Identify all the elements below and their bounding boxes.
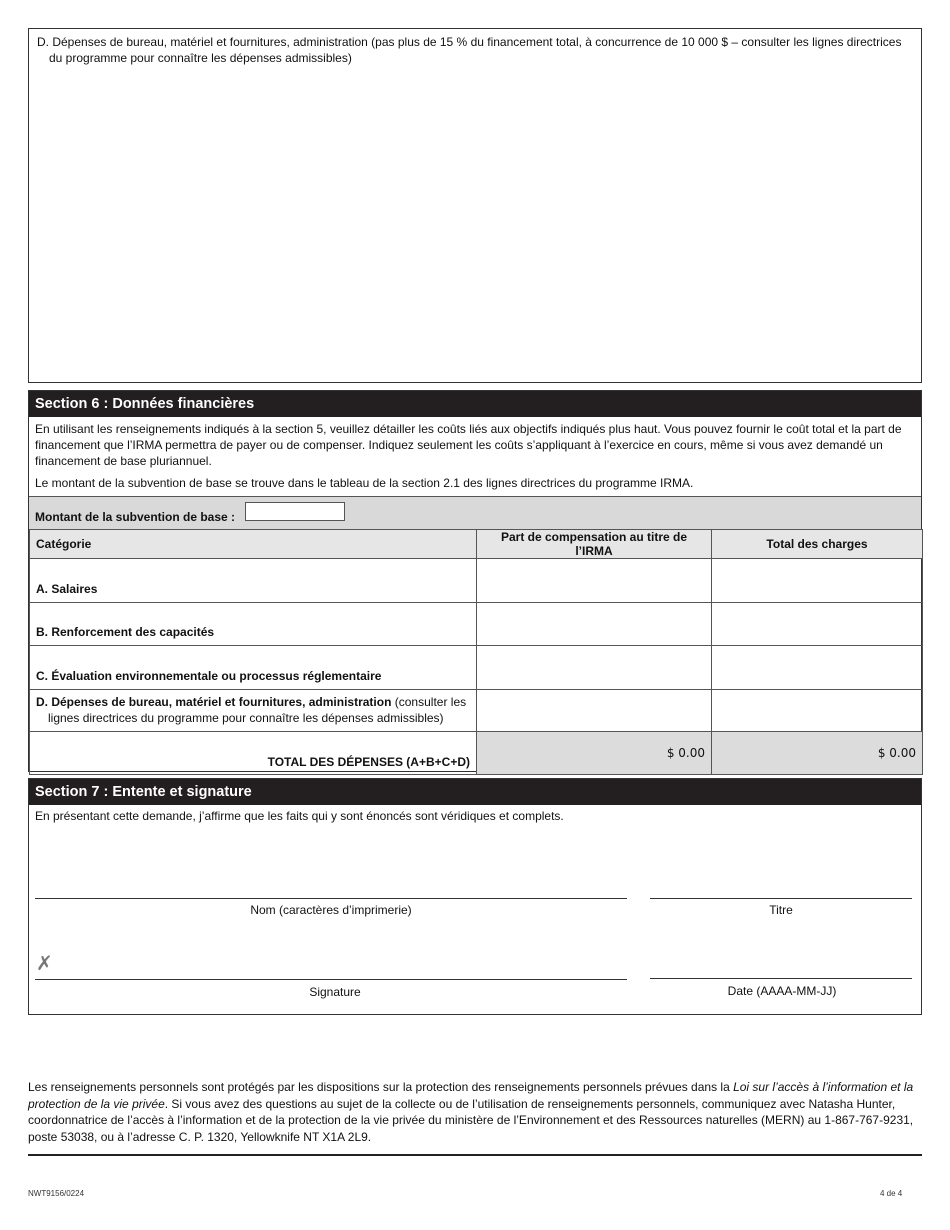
irma-salaries-input[interactable]: [477, 559, 712, 603]
privacy-law-title: Loi sur l’accès à l’information et la protection de la vie privée: [28, 1080, 914, 1111]
name-line[interactable]: [35, 898, 627, 899]
footer-divider: [28, 1154, 922, 1156]
section-6-title: Section 6 : Données financières: [29, 391, 921, 417]
table-header-row: [30, 530, 923, 559]
total-row: [30, 732, 923, 775]
row-label-capacity: B. Renforcement des capacités: [30, 603, 477, 646]
section-6-note: Le montant de la subvention de base se trouve dans le tableau de la section 2.1 des lignes directrices du programme IRMA.: [35, 476, 694, 490]
financial-table: [29, 529, 923, 775]
column-header-category: Catégorie: [30, 530, 477, 559]
signature-x-icon: ✗: [36, 951, 53, 975]
section-7-title: Section 7 : Entente et signature: [29, 779, 921, 805]
total-irma-value: $ 0.00: [477, 732, 712, 775]
column-header-irma: Part de compensation au titre de l’IRMA: [477, 530, 712, 559]
base-grant-input[interactable]: [245, 502, 345, 521]
section-d-label: D. Dépenses de bureau, matériel et fournitures, administration (pas plus de 15 % du financement total, à concurrence de 10 000 $ – consulter les lignes directrices du programme pour connaître les dépenses admissibles): [37, 35, 902, 65]
signature-line[interactable]: [35, 979, 627, 980]
row-label-office: [30, 690, 477, 732]
row-label-office-bold: D. Dépenses de bureau, matériel et fournitures, administration: [36, 695, 392, 709]
section-7-agreement: [28, 778, 922, 1015]
date-caption: Date (AAAA-MM-JJ): [727, 984, 837, 998]
total-office-input[interactable]: [712, 690, 923, 732]
form-number: NWT9156/0224: [28, 1189, 85, 1198]
section-d-expenses-box[interactable]: [28, 28, 922, 383]
privacy-notice: [28, 1079, 922, 1145]
total-environmental-input[interactable]: [712, 646, 923, 690]
table-row: [30, 690, 923, 732]
title-caption: Titre: [769, 903, 793, 917]
section-7-statement: En présentant cette demande, j’affirme que les faits qui y sont énoncés sont véridiques et complets.: [35, 809, 564, 823]
privacy-text-2: . Si vous avez des questions au sujet de la collecte ou de l’utilisation de renseignements personnels, communiquez avec Natasha Hunter, coordonnatrice de l’accès à l’information et de la protection de la vie privée du ministère de l’Environnement et des Ressources naturelles (MERN) au 1-867-767-9231, poste 53038, ou à l’adresse C. P. 1320, Yellowknife NT X1A 2L9.: [28, 1096, 914, 1144]
privacy-text-1: Les renseignements personnels sont protégés par les dispositions sur la protection des renseignements personnels prévues dans la: [28, 1080, 734, 1094]
table-row: [30, 646, 923, 690]
base-grant-label: Montant de la subvention de base :: [35, 510, 236, 524]
row-label-office-rest: (consulter les lignes directrices du programme pour connaître les dépenses admissibles): [48, 695, 467, 725]
section-6-intro: En utilisant les renseignements indiqués à la section 5, veuillez détailler les coûts liés aux objectifs indiqués plus haut. Vous pouvez fournir le coût total et la part de financement que l’IRMA permettra de payer ou de compenser. Indiquez seulement les coûts s’appliquant à l’exercice en cours, même si vous avez demandé un financement de base pluriannuel.: [35, 422, 902, 468]
name-caption: Nom (caractères d’imprimerie): [250, 903, 412, 917]
total-label: TOTAL DES DÉPENSES (A+B+C+D): [30, 732, 477, 775]
signature-caption: Signature: [309, 985, 361, 999]
row-label-salaries: A. Salaires: [30, 559, 477, 603]
section-6-financial-data: [28, 390, 922, 772]
total-charges-value: $ 0.00: [712, 732, 923, 775]
date-line[interactable]: [650, 978, 912, 979]
total-salaries-input[interactable]: [712, 559, 923, 603]
table-row: [30, 603, 923, 646]
irma-office-input[interactable]: [477, 690, 712, 732]
page-number: 4 de 4: [880, 1189, 903, 1198]
irma-environmental-input[interactable]: [477, 646, 712, 690]
title-line[interactable]: [650, 898, 912, 899]
irma-capacity-input[interactable]: [477, 603, 712, 646]
total-capacity-input[interactable]: [712, 603, 923, 646]
base-grant-row: [29, 496, 921, 529]
column-header-total: Total des charges: [712, 530, 923, 559]
row-label-environmental: C. Évaluation environnementale ou processus réglementaire: [30, 646, 477, 690]
table-row: [30, 559, 923, 603]
